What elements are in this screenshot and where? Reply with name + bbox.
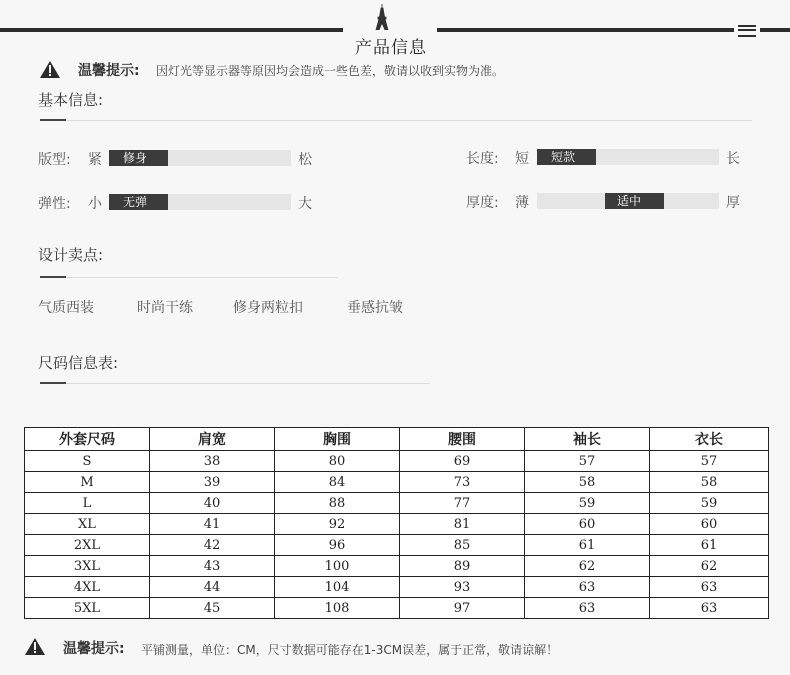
- feature-item: 垂感抗皱: [347, 300, 403, 316]
- table-cell: 59: [525, 493, 650, 514]
- warning-icon: [40, 61, 60, 78]
- table-cell: 73: [400, 472, 525, 493]
- table-cell: 58: [650, 472, 769, 493]
- fit-right-label: 松: [298, 152, 312, 168]
- warning-title: 温馨提示:: [78, 63, 140, 79]
- warning-text: 平铺测量，单位：CM，尺寸数据可能存在1-3CM误差，属于正常，敬请谅解！: [141, 643, 559, 657]
- table-row: [25, 598, 769, 619]
- table-cell: 40: [150, 493, 275, 514]
- table-cell: 96: [275, 535, 400, 556]
- table-cell: 2XL: [25, 535, 150, 556]
- table-cell: 59: [650, 493, 769, 514]
- header-line-left: [0, 28, 343, 32]
- table-cell: 62: [650, 556, 769, 577]
- menu-icon: [738, 25, 756, 37]
- table-row: [25, 514, 769, 535]
- feature-item: 修身两粒扣: [233, 300, 303, 316]
- table-cell: 89: [400, 556, 525, 577]
- thickness-left-label: 薄: [515, 195, 529, 211]
- table-row: [25, 472, 769, 493]
- table-cell: 63: [525, 598, 650, 619]
- table-cell: 41: [150, 514, 275, 535]
- table-cell: 61: [650, 535, 769, 556]
- table-cell: 57: [650, 451, 769, 472]
- basic-info-divider: [66, 120, 752, 121]
- column-header: 胸围: [275, 428, 400, 451]
- table-cell: 63: [650, 577, 769, 598]
- thickness-right-label: 厚: [726, 195, 740, 211]
- table-cell: 44: [150, 577, 275, 598]
- table-cell: 60: [650, 514, 769, 535]
- length-left-label: 短: [515, 151, 529, 167]
- table-cell: 93: [400, 577, 525, 598]
- warning-icon: [25, 638, 45, 655]
- table-cell: 80: [275, 451, 400, 472]
- feature-item: 时尚干练: [137, 300, 193, 316]
- table-row: [25, 577, 769, 598]
- size-chart-divider: [66, 383, 430, 384]
- table-cell: 97: [400, 598, 525, 619]
- elasticity-left-label: 小: [88, 196, 102, 212]
- size-table: [24, 427, 769, 619]
- table-cell: 62: [525, 556, 650, 577]
- table-cell: 45: [150, 598, 275, 619]
- length-right-label: 长: [726, 151, 740, 167]
- table-cell: 104: [275, 577, 400, 598]
- table-cell: 5XL: [25, 598, 150, 619]
- elasticity-right-label: 大: [298, 196, 312, 212]
- feature-item: 气质西装: [38, 300, 94, 316]
- table-cell: 61: [525, 535, 650, 556]
- table-cell: 57: [525, 451, 650, 472]
- table-row: [25, 535, 769, 556]
- table-cell: 3XL: [25, 556, 150, 577]
- table-cell: 92: [275, 514, 400, 535]
- table-cell: S: [25, 451, 150, 472]
- table-cell: 81: [400, 514, 525, 535]
- table-cell: 58: [525, 472, 650, 493]
- warning-text: 因灯光等显示器等原因均会造成一些色差，敬请以收到实物为准。: [156, 64, 505, 78]
- column-header: 衣长: [650, 428, 769, 451]
- table-cell: 43: [150, 556, 275, 577]
- fit-left-label: 紧: [88, 152, 102, 168]
- table-cell: 69: [400, 451, 525, 472]
- fit-scale: [109, 150, 291, 166]
- elasticity-label: 弹性:: [38, 196, 71, 212]
- table-cell: 4XL: [25, 577, 150, 598]
- header-line-right: [437, 28, 734, 32]
- table-cell: 42: [150, 535, 275, 556]
- thickness-indicator: 适中: [605, 193, 664, 209]
- table-cell: M: [25, 472, 150, 493]
- table-cell: L: [25, 493, 150, 514]
- column-header: 腰围: [400, 428, 525, 451]
- table-header-row: [25, 428, 769, 451]
- elasticity-scale: [109, 194, 291, 210]
- size-chart-underline: [40, 382, 66, 384]
- column-header: 外套尺码: [25, 428, 150, 451]
- table-cell: 100: [275, 556, 400, 577]
- table-cell: 85: [400, 535, 525, 556]
- fit-label: 版型:: [38, 152, 71, 168]
- thickness-label: 厚度:: [466, 195, 499, 211]
- design-title: 设计卖点:: [38, 246, 104, 264]
- fit-indicator: 修身: [109, 150, 168, 166]
- table-row: [25, 493, 769, 514]
- table-cell: 84: [275, 472, 400, 493]
- column-header: 袖长: [525, 428, 650, 451]
- design-underline: [40, 276, 66, 278]
- elasticity-indicator: 无弹: [109, 194, 168, 210]
- table-cell: 38: [150, 451, 275, 472]
- table-cell: 39: [150, 472, 275, 493]
- table-cell: 60: [525, 514, 650, 535]
- table-cell: 108: [275, 598, 400, 619]
- length-label: 长度:: [466, 151, 499, 167]
- design-divider: [66, 277, 338, 278]
- table-cell: 88: [275, 493, 400, 514]
- table-cell: XL: [25, 514, 150, 535]
- page-title: 产品信息: [355, 38, 427, 58]
- table-row: [25, 451, 769, 472]
- basic-info-underline: [40, 119, 66, 121]
- eiffel-tower-icon: [370, 4, 394, 30]
- length-indicator: 短款: [537, 149, 596, 165]
- length-scale: [537, 149, 719, 165]
- size-table-body: [25, 451, 769, 619]
- table-cell: 63: [525, 577, 650, 598]
- header-line-end: [760, 28, 790, 32]
- basic-info-title: 基本信息:: [38, 91, 104, 109]
- table-row: [25, 556, 769, 577]
- table-cell: 77: [400, 493, 525, 514]
- thickness-scale: [537, 193, 719, 209]
- size-chart-title: 尺码信息表:: [38, 354, 119, 372]
- column-header: 肩宽: [150, 428, 275, 451]
- warning-title: 温馨提示:: [63, 641, 125, 657]
- table-cell: 63: [650, 598, 769, 619]
